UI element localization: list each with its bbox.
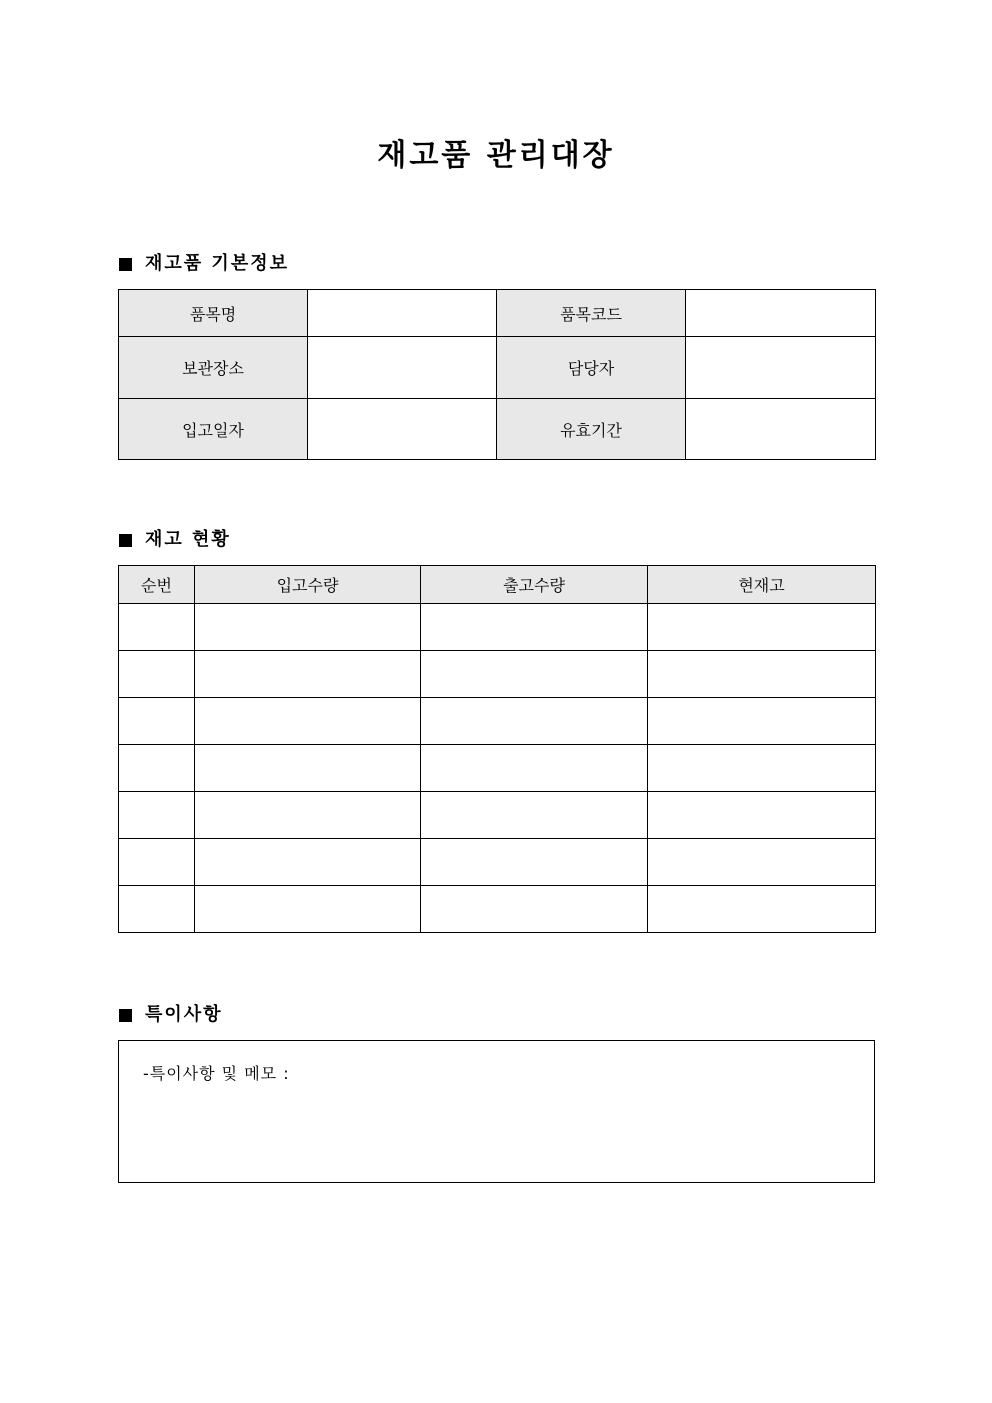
field-label-manager: 담당자 [497,337,686,399]
table-cell[interactable] [648,886,876,933]
field-label-expiry-period: 유효기간 [497,399,686,460]
table-cell[interactable] [648,792,876,839]
table-cell[interactable] [648,839,876,886]
field-value-item-code[interactable] [686,290,876,337]
notes-prompt-text: -특이사항 및 메모 : [143,1064,290,1083]
table-cell[interactable] [195,745,421,792]
table-cell[interactable] [648,745,876,792]
table-cell[interactable] [195,698,421,745]
section-heading-text: 특이사항 [145,1004,223,1025]
column-header-outbound-qty: 출고수량 [421,566,648,604]
table-row [119,651,876,698]
table-header-row [119,566,876,604]
table-row [119,604,876,651]
field-label-item-code: 품목코드 [497,290,686,337]
table-cell[interactable] [421,839,648,886]
table-cell[interactable] [648,651,876,698]
table-cell[interactable] [119,745,195,792]
table-row [119,792,876,839]
table-cell[interactable] [421,792,648,839]
table-cell[interactable] [195,839,421,886]
section-heading-stock-status [119,528,231,552]
table-cell[interactable] [421,698,648,745]
notes-box[interactable] [118,1040,875,1183]
table-row [119,745,876,792]
table-cell[interactable] [195,886,421,933]
field-value-manager[interactable] [686,337,876,399]
square-bullet-icon [119,534,132,547]
column-header-current-stock: 현재고 [648,566,876,604]
table-cell[interactable] [421,604,648,651]
table-cell[interactable] [119,651,195,698]
field-value-item-name[interactable] [308,290,497,337]
section-heading-text: 재고품 기본정보 [145,253,289,274]
table-cell[interactable] [195,604,421,651]
basic-info-table [118,289,876,460]
table-cell[interactable] [421,745,648,792]
table-cell[interactable] [195,792,421,839]
table-row [119,399,876,460]
table-cell[interactable] [119,792,195,839]
square-bullet-icon [119,1009,132,1022]
page-title: 재고품 관리대장 [377,138,615,173]
stock-status-table [118,565,876,933]
table-cell[interactable] [119,698,195,745]
table-cell[interactable] [195,651,421,698]
table-row [119,290,876,337]
section-heading-basic-info [119,252,289,276]
table-cell[interactable] [421,651,648,698]
field-label-item-name: 품목명 [119,290,308,337]
table-row [119,886,876,933]
square-bullet-icon [119,258,132,271]
table-row [119,839,876,886]
field-label-receipt-date: 입고일자 [119,399,308,460]
column-header-seq: 순번 [119,566,195,604]
field-label-storage-location: 보관장소 [119,337,308,399]
field-value-receipt-date[interactable] [308,399,497,460]
table-cell[interactable] [119,604,195,651]
table-cell[interactable] [119,886,195,933]
table-row [119,337,876,399]
table-cell[interactable] [119,839,195,886]
field-value-storage-location[interactable] [308,337,497,399]
section-heading-notes [119,1003,223,1027]
field-value-expiry-period[interactable] [686,399,876,460]
column-header-inbound-qty: 입고수량 [195,566,421,604]
section-heading-text: 재고 현황 [145,529,231,550]
table-cell[interactable] [648,698,876,745]
table-cell[interactable] [421,886,648,933]
table-row [119,698,876,745]
table-cell[interactable] [648,604,876,651]
